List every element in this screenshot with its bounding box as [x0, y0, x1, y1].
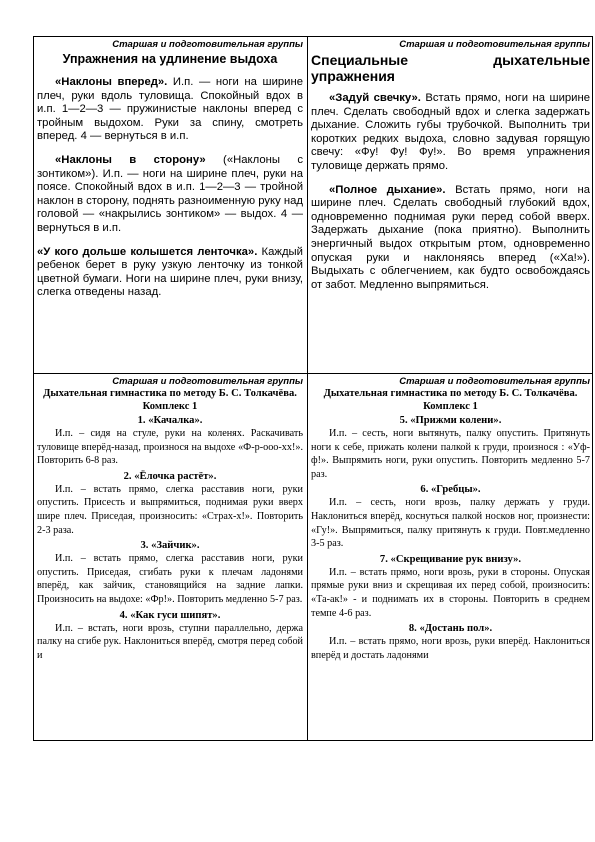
exercise-text: И.п. – встать прямо, слегка расставив ноги, руки опустить. Приседая, сгибать руки к плечам ладонями вперёд, как зайчик, становящийся на задние лапки. Произносить на выдохе: «Фр!». Повторить медленно 5-7 раз.: [37, 553, 303, 605]
section-title: Дыхательная гимнастика по методу Б. С. Толкачёва. Комплекс 1: [43, 388, 297, 412]
exercise-text: И.п. – встать прямо, ноги врозь, руки в стороны. Опуская прямые руки вниз и скрещивая их перед собой, произносить: «Та-ак!» - и поднимать их в стороны. Повторить в среднем темпе 4-6 раз.: [311, 566, 590, 619]
exercise-text: И.п. – сесть, ноги вытянуть, палку опустить. Притянуть ноги к себе, прижать колени палкой к груди, произнося : «Уф-ф!». Выпрямить ноги, руки опустить. Повторить медленно 5-7 раз.: [311, 428, 590, 480]
exercise-title: 7. «Скрещивание рук внизу».: [379, 553, 522, 565]
group-label: Старшая и подготовительная группы: [112, 376, 303, 387]
exercise-title: 6. «Гребцы».: [420, 484, 481, 496]
exercise-name: «Наклоны в сторону»: [55, 153, 206, 166]
cell-tolkachev-complex-part2: [311, 376, 590, 740]
row-divider: [34, 373, 592, 374]
exercise-name: «Задуй свечку».: [329, 92, 421, 104]
exercise-text: И.п. – сесть, ноги врозь, палку держать у груди. Наклониться вперёд, коснуться палкой носков ног, произнести: «Гу!». Выпрямиться, палку притянуть к груди. Повт.медленно 3-5 раз.: [311, 497, 590, 550]
exercise-title: 3. «Зайчик».: [140, 540, 200, 552]
exercise-name: «У кого дольше колышется ленточка».: [37, 245, 258, 258]
section-title: Специальные дыхательные упражнения: [311, 52, 590, 84]
section-title: Упражнения на удлинение выдоха: [62, 52, 278, 66]
cell-exhale-exercises: [37, 39, 303, 371]
exercise-paragraph: [37, 76, 303, 144]
exercise-name: «Полное дыхание».: [329, 183, 446, 196]
exercise-title: 8. «Достань пол».: [408, 623, 493, 635]
exercise-paragraph: [311, 92, 590, 174]
exercise-title: 1. «Качалка».: [137, 415, 203, 426]
cell-special-breathing: [311, 39, 590, 371]
exercise-paragraph: [37, 154, 303, 236]
exercise-text: Каждый ребенок берет в руку узкую ленточку из тонкой цветной бумаги. Ноги на ширине плеч, руки внизу, слегка отведены назад.: [37, 245, 303, 299]
exercise-text: И.п. – встать прямо, ноги врозь, руки вперёд. Наклониться вперёд и достать ладонями: [311, 636, 590, 661]
column-divider: [307, 37, 308, 740]
exercise-text: Встать прямо, ноги на ширине плеч. Сделать свободный вдох и слегка задержать дыхание. Сложить губы трубочкой. Выполнить три коротких редких выдоха, словно задувая горящую свечу: «Фу! Фу! Фу!». Во время упражнения туловище держать прямо.: [311, 92, 590, 172]
exercise-text: («Наклоны с зонтиком»). И.п. — ноги на ширине плеч, руки на поясе. Спокойный вдох в и.п. 1—2—3 — тройной наклон в сторону, поднять разноименную руку над головой — «накрылись зонтиком» — выдох. 4 — вернуться в и.п.: [37, 153, 303, 234]
exercise-paragraph: [37, 246, 303, 300]
exercise-paragraph: [311, 184, 590, 293]
exercise-name: «Наклоны вперед».: [55, 76, 168, 88]
exercise-text: И.п. – встать, ноги врозь, ступни параллельно, держа палку на сгибе рук. Наклониться вперёд, смотря перед собой и: [37, 622, 303, 661]
exercise-text: И.п. – сидя на стуле, руки на коленях. Раскачивать туловище вперёд-назад, произнося на выдохе «Ф-р-ооо-хх!». Повторить 6-8 раз.: [37, 428, 303, 467]
cell-tolkachev-complex-part1: [37, 376, 303, 740]
exercise-table: [33, 36, 593, 741]
section-title: Дыхательная гимнастика по методу Б. С. Толкачёва. Комплекс 1: [323, 388, 578, 412]
exercise-text: Встать прямо, ноги на ширине плеч. Сделать свободный глубокий вдох, одновременно поднимая руки перед собой вверх. Задержать дыхание (пока приятно). Выполнить энергичный выдох открытым ртом, одновременно опуская руки и наклоняясь вперед («Ха!»). Выдыхать с облегчением, как будто освобождаясь от забот. Медленно выпрямиться.: [311, 183, 590, 291]
exercise-text: И.п. – встать прямо, слегка расставив ноги, руки опустить. Присесть и выпрямиться, поднимая руки вверх шире плеч. Приседая, произносить: «Страх-х!». Повторить 2-3 раза.: [37, 483, 303, 536]
exercise-title: 5. «Прижми колени».: [399, 415, 502, 426]
exercise-text: И.п. — ноги на ширине плеч, руки вдоль туловища. Спокойный вдох в и.п. 1—2—3 — пружинистые наклоны вперед с тройным выдохом. Руки за спину, смотреть вперед. 4 — вернуться в и.п.: [37, 76, 303, 143]
group-label: Старшая и подготовительная группы: [399, 39, 590, 50]
exercise-title: 4. «Как гуси шипят».: [119, 609, 221, 621]
exercise-title: 2. «Ёлочка растёт».: [123, 470, 217, 482]
group-label: Старшая и подготовительная группы: [399, 376, 590, 387]
group-label: Старшая и подготовительная группы: [112, 39, 303, 50]
